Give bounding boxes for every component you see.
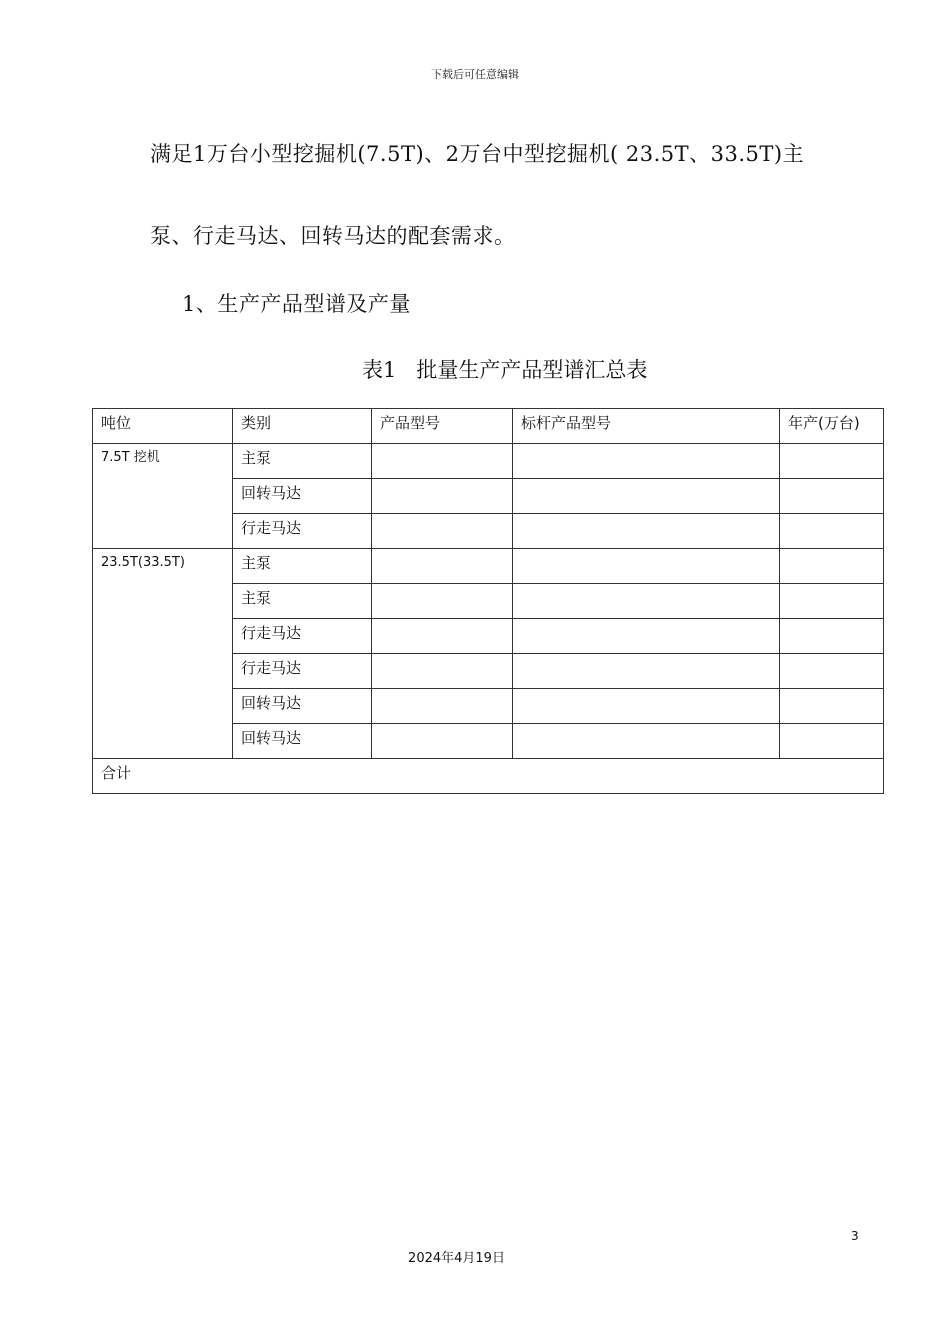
annual-output-cell [780,689,884,724]
annual-output-cell [780,444,884,479]
category-cell: 行走马达 [233,619,372,654]
product-model-cell [372,549,513,584]
product-model-cell [372,479,513,514]
annual-output-cell [780,584,884,619]
body-paragraph-line-1: 满足1万台小型挖掘机(7.5T)、2万台中型挖掘机( 23.5T、33.5T)主 [150,142,805,166]
benchmark-model-cell [513,619,780,654]
header-benchmark-model: 标杆产品型号 [513,409,780,444]
product-model-cell [372,619,513,654]
table-row [93,444,884,479]
table-header-row [93,409,884,444]
category-cell: 行走马达 [233,654,372,689]
product-spectrum-table [92,408,884,794]
product-model-cell [372,689,513,724]
benchmark-model-cell [513,689,780,724]
category-cell: 主泵 [233,549,372,584]
tonnage-cell: 23.5T(33.5T) [93,549,233,759]
category-cell: 回转马达 [233,724,372,759]
table-caption-number: 表1 [362,358,397,382]
header-category: 类别 [233,409,372,444]
benchmark-model-cell [513,444,780,479]
benchmark-model-cell [513,654,780,689]
product-model-cell [372,654,513,689]
annual-output-cell [780,724,884,759]
product-model-cell [372,724,513,759]
benchmark-model-cell [513,549,780,584]
header-annual-output: 年产(万台) [780,409,884,444]
body-paragraph-line-2: 泵、行走马达、回转马达的配套需求。 [150,224,516,248]
table-row [93,549,884,584]
annual-output-cell [780,479,884,514]
annual-output-cell [780,654,884,689]
product-model-cell [372,444,513,479]
benchmark-model-cell [513,724,780,759]
benchmark-model-cell [513,479,780,514]
footer-date: 2024年4月19日 [408,1251,505,1266]
product-model-cell [372,514,513,549]
table-caption [362,354,647,384]
table-caption-title: 批量生产产品型谱汇总表 [416,358,648,382]
page-number: 3 [851,1229,859,1243]
annual-output-cell [780,619,884,654]
product-model-cell [372,584,513,619]
category-cell: 主泵 [233,584,372,619]
total-cell: 合计 [93,759,884,794]
page-header: 下载后可任意编辑 [431,68,519,81]
total-row [93,759,884,794]
annual-output-cell [780,514,884,549]
tonnage-cell: 7.5T 挖机 [93,444,233,549]
annual-output-cell [780,549,884,584]
benchmark-model-cell [513,584,780,619]
category-cell: 回转马达 [233,479,372,514]
benchmark-model-cell [513,514,780,549]
header-tonnage: 吨位 [93,409,233,444]
category-cell: 主泵 [233,444,372,479]
header-product-model: 产品型号 [372,409,513,444]
section-heading: 1、生产产品型谱及产量 [182,292,411,316]
category-cell: 回转马达 [233,689,372,724]
category-cell: 行走马达 [233,514,372,549]
